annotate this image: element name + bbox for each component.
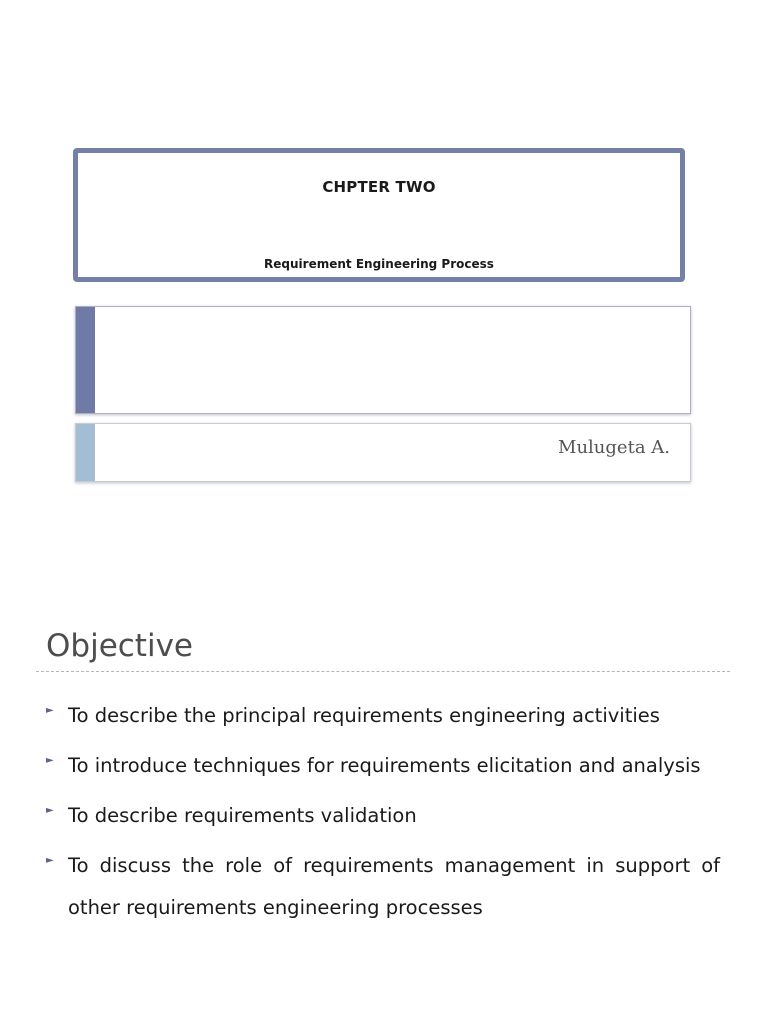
objective-bullet-text: To describe the principal requirements engineering activities: [68, 704, 660, 727]
objective-bullet-text: To discuss the role of requirements management in support of other requirements engineering processes: [68, 854, 720, 919]
objective-heading: Objective: [46, 628, 193, 664]
objective-bullet-item: [46, 695, 720, 737]
objective-bullet-text: To describe requirements validation: [68, 804, 417, 827]
author-box: [75, 423, 691, 482]
objective-bullet-text: To introduce techniques for requirements elicitation and analysis: [68, 754, 701, 777]
objective-bullet-item: [46, 795, 720, 837]
objective-divider: [36, 671, 730, 672]
objective-bullet-list: [46, 695, 720, 937]
title-box: [73, 148, 685, 282]
objective-bullet-item: [46, 745, 720, 787]
author-box-accent-bar: [76, 424, 95, 481]
triangle-bullet-icon: ►: [46, 855, 54, 866]
triangle-bullet-icon: ►: [46, 755, 54, 766]
slide-subtitle: Requirement Engineering Process: [264, 257, 494, 271]
subtitle-box-accent-bar: [76, 307, 95, 413]
triangle-bullet-icon: ►: [46, 705, 54, 716]
slide-title: CHPTER TWO: [322, 178, 436, 196]
empty-subtitle-box: [75, 306, 691, 414]
objective-bullet-item: [46, 845, 720, 929]
triangle-bullet-icon: ►: [46, 805, 54, 816]
author-name: Mulugeta A.: [558, 437, 670, 458]
